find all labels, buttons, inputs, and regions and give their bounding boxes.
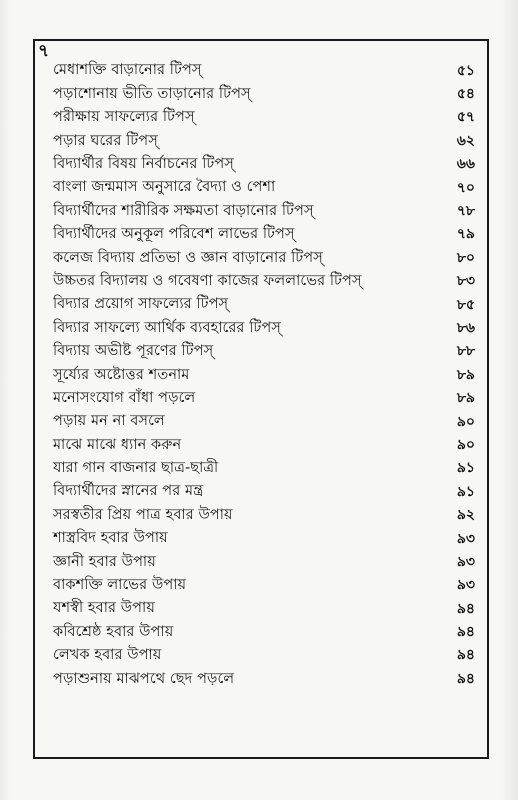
toc-entry-page-number: ৬২ <box>456 132 475 149</box>
toc-entry <box>35 527 487 550</box>
toc-entry-page-number: ৫৭ <box>456 109 475 126</box>
toc-entry-title: পরীক্ষায় সাফল্যের টিপস্ <box>53 109 195 126</box>
toc-entry <box>35 246 487 269</box>
toc-entry <box>35 340 487 363</box>
toc-entry-page-number: ৯১ <box>456 460 475 477</box>
toc-entry-title: বিদ্যার সাফল্যে আর্থিক ব্যবহারের টিপস্ <box>53 319 281 336</box>
table-of-contents <box>33 39 489 759</box>
toc-entry-title: বিদ্যার্থীদের শারীরিক সক্ষমতা বাড়ানোর টিপস্ <box>53 202 314 219</box>
toc-entry-page-number: ৭০ <box>456 179 475 196</box>
toc-entry <box>35 106 487 129</box>
toc-entry <box>35 457 487 480</box>
toc-list <box>35 59 487 691</box>
toc-entry-page-number: ৫৪ <box>456 86 475 103</box>
toc-entry-page-number: ৯৪ <box>456 670 475 687</box>
toc-entry-title: শাস্ত্রবিদ হবার উপায় <box>53 530 168 547</box>
toc-entry-title: বাংলা জন্মমাস অনুসারে বৈদ্যা ও পেশা <box>53 179 276 196</box>
toc-entry <box>35 270 487 293</box>
toc-entry-title: সূর্য্যের অষ্টোত্তর শতনাম <box>53 366 190 383</box>
toc-entry-title: বিদ্যার প্রয়োগ সাফল্যের টিপস্ <box>53 296 229 313</box>
toc-entry <box>35 386 487 409</box>
toc-entry-title: বিদ্যার্থীর বিষয় নির্বাচনের টিপস্ <box>53 156 234 172</box>
toc-entry-page-number: ৮৮ <box>456 343 475 360</box>
toc-entry-page-number: ৯০ <box>456 413 475 430</box>
toc-entry-title: কবিশ্রেষ্ঠ হবার উপায় <box>53 623 174 640</box>
toc-entry <box>35 223 487 246</box>
toc-entry-page-number: ৯২ <box>456 507 475 524</box>
toc-entry-title: মেধাশক্তি বাড়ানোর টিপস্ <box>53 62 202 79</box>
toc-entry-page-number: ৯১ <box>456 483 475 500</box>
toc-entry-page-number: ৮৫ <box>456 296 475 313</box>
toc-entry-page-number: ৯৪ <box>456 647 475 664</box>
toc-entry <box>35 503 487 526</box>
toc-entry <box>35 129 487 152</box>
toc-entry-title: জ্ঞানী হবার উপায় <box>53 553 156 570</box>
toc-entry <box>35 293 487 316</box>
toc-entry-title: লেখক হবার উপায় <box>53 647 162 664</box>
toc-entry-page-number: ৬৬ <box>456 156 475 173</box>
toc-entry <box>35 410 487 433</box>
toc-entry-page-number: ৯৪ <box>456 624 475 641</box>
toc-entry-title: মাঝে মাঝে ধ্যান করুন <box>53 436 182 453</box>
toc-entry-title: পড়ায় মন না বসলে <box>53 413 165 430</box>
toc-entry-title: মনোসংযোগ বাঁধা পড়লে <box>53 389 196 406</box>
toc-entry <box>35 433 487 456</box>
toc-entry <box>35 59 487 82</box>
toc-entry-page-number: ৮৬ <box>456 319 475 336</box>
toc-entry-page-number: ৯৩ <box>456 553 475 570</box>
toc-entry <box>35 480 487 503</box>
toc-entry-page-number: ৯৪ <box>456 600 475 617</box>
toc-entry-page-number: ৭৮ <box>456 203 475 220</box>
toc-entry-title: বিদ্যায় অভীষ্ট পূরণের টিপস্ <box>53 343 214 360</box>
toc-entry-page-number: ৯০ <box>456 436 475 453</box>
toc-entry-title: উচ্চতর বিদ্যালয় ও গবেষণা কাজের ফললাভের টিপস্ <box>53 272 362 289</box>
toc-entry-page-number: ৮৩ <box>456 273 475 290</box>
toc-entry-title: কলেজ বিদ্যায় প্রতিভা ও জ্ঞান বাড়ানোর টিপস্ <box>53 249 323 266</box>
toc-entry <box>35 153 487 176</box>
toc-entry-page-number: ৯৩ <box>456 530 475 547</box>
toc-entry-title: পড়ার ঘরের টিপস্ <box>53 132 158 149</box>
toc-entry <box>35 667 487 690</box>
toc-entry-title: বিদ্যার্থীদের স্নানের পর মন্ত্র <box>53 483 204 500</box>
toc-entry <box>35 176 487 199</box>
toc-entry <box>35 620 487 643</box>
toc-entry-title: যারা গান বাজনার ছাত্র-ছাত্রী <box>53 460 219 477</box>
toc-entry-page-number: ৫১ <box>456 62 475 79</box>
toc-entry <box>35 363 487 386</box>
toc-entry-page-number: ৮৯ <box>456 390 475 407</box>
toc-entry-page-number: ৯৩ <box>456 577 475 594</box>
toc-entry-title: পড়াশুনায় মাঝপথে ছেদ পড়লে <box>53 670 235 687</box>
toc-entry-title: বাকশক্তি লাভের উপায় <box>53 577 187 594</box>
toc-entry <box>35 597 487 620</box>
toc-entry <box>35 199 487 222</box>
toc-entry-title: পড়াশোনায় ভীতি তাড়ানোর টিপস্ <box>53 85 251 102</box>
toc-entry-page-number: ৮৯ <box>456 366 475 383</box>
toc-entry <box>35 316 487 339</box>
toc-entry-page-number: ৮০ <box>456 249 475 266</box>
page-marker: ৭ <box>38 41 50 61</box>
toc-entry <box>35 82 487 105</box>
toc-entry-page-number: ৭৯ <box>456 226 475 243</box>
toc-entry-title: সরস্বতীর প্রিয় পাত্র হবার উপায় <box>53 506 233 523</box>
toc-entry <box>35 644 487 667</box>
toc-entry <box>35 550 487 573</box>
toc-entry-title: বিদ্যার্থীদের অনুকূল পরিবেশ লাভের টিপস্ <box>53 226 295 243</box>
toc-entry <box>35 574 487 597</box>
toc-entry-title: যশস্বী হবার উপায় <box>53 600 155 617</box>
